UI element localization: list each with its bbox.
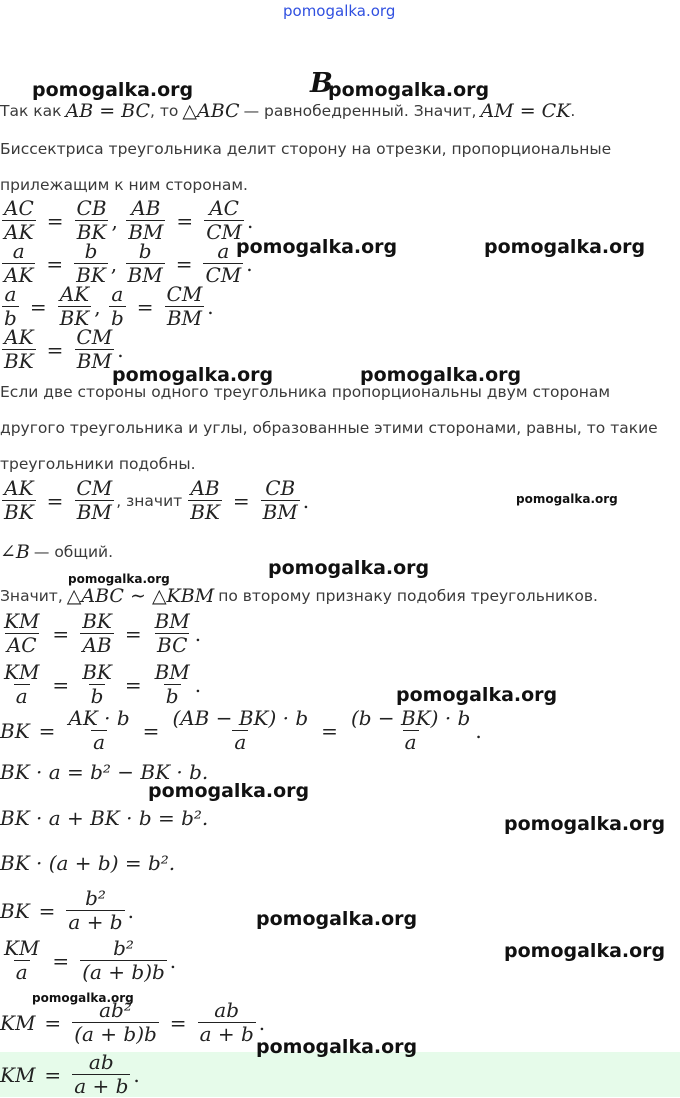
watermark: pomogalka.org bbox=[360, 364, 522, 386]
watermark: pomogalka.org bbox=[504, 813, 666, 835]
answer-equation: KM = $\frac{ab}{a + b}$ . bbox=[0, 1050, 140, 1098]
equation-8: BK = $\frac{AK \cdot b}{a}$ = $\frac{(AB - BK) \cdot b}{a}$ = $\frac{(b - BK) \cdot b}{a}$ . bbox=[0, 706, 482, 754]
watermark: pomogalka.org bbox=[236, 236, 398, 258]
figure-label: B bbox=[310, 68, 333, 99]
watermark: pomogalka.org bbox=[268, 557, 430, 579]
equation-7: $\frac{KM}{a}$ = $\frac{BK}{b}$ = $\frac{BM}{b}$ . bbox=[4, 660, 202, 708]
watermark: pomogalka.org bbox=[32, 991, 134, 1005]
text-bisector-1: Биссектриса треугольника делит сторону на отрезки, пропорциональные bbox=[0, 140, 612, 158]
equation-14: KM = $\frac{\text{ab²}}{(a + b)b}$ = $\frac{ab}{a + b}$ . bbox=[0, 998, 266, 1046]
equation-1: $\frac{AC}{AK}$ = $\frac{CB}{BK}$ , $\frac{AB}{BM}$ = $\frac{AC}{CM}$ . bbox=[4, 196, 254, 244]
watermark: pomogalka.org bbox=[148, 780, 310, 802]
watermark: pomogalka.org bbox=[256, 1036, 418, 1058]
text-similarity-2: другого треугольника и углы, образованные этими сторонами, равны, то такие bbox=[0, 419, 658, 437]
site-link[interactable]: pomogalka.org bbox=[283, 2, 396, 20]
statement-isosceles: Так как AB = BC , то △ABC — равнобедренный. Значит, AM = CK . bbox=[0, 100, 576, 122]
equation-4: $\frac{AK}{BK}$ = $\frac{CM}{BM}$ . bbox=[4, 325, 124, 373]
equation-5: $\frac{AK}{BK}$ = $\frac{CM}{BM}$ , значит $\frac{AB}{BK}$ = $\frac{CB}{BM}$ . bbox=[4, 476, 310, 524]
equation-12: BK = $\frac{\text{b²}}{a + b}$ . bbox=[0, 886, 134, 934]
watermark: pomogalka.org bbox=[256, 908, 418, 930]
watermark: pomogalka.org bbox=[112, 364, 274, 386]
watermark: pomogalka.org bbox=[504, 940, 666, 962]
watermark: pomogalka.org bbox=[328, 79, 490, 101]
text-similarity-3: треугольники подобны. bbox=[0, 455, 196, 473]
equation-11: BK · (a + b) = b². bbox=[0, 851, 176, 875]
watermark: pomogalka.org bbox=[516, 492, 618, 506]
equation-2: $\frac{a}{AK}$ = $\frac{b}{BK}$ , $\frac{b}{BM}$ = $\frac{a}{CM}$ . bbox=[4, 239, 253, 287]
watermark: pomogalka.org bbox=[484, 236, 646, 258]
equation-6: $\frac{KM}{AC}$ = $\frac{BK}{AB}$ = $\frac{BM}{BC}$ . bbox=[4, 609, 202, 657]
equation-13: $\frac{KM}{a}$ = $\frac{\text{b²}}{(a + b)b}$ . bbox=[4, 936, 177, 984]
equation-10: BK · a + BK · b = b². bbox=[0, 806, 209, 830]
watermark: pomogalka.org bbox=[32, 79, 194, 101]
watermark: pomogalka.org bbox=[396, 684, 558, 706]
statement-common-angle: ∠B — общий. bbox=[0, 541, 114, 563]
text-bisector-2: прилежащим к ним сторонам. bbox=[0, 176, 248, 194]
equation-3: $\frac{a}{b}$ = $\frac{AK}{BK}$ , $\frac{a}{b}$ = $\frac{CM}{BM}$ . bbox=[4, 282, 214, 330]
equation-9: BK · a = b² − BK · b. bbox=[0, 760, 209, 784]
statement-similarity: Значит, △ABC ∼ △KBM по второму признаку подобия треугольников. bbox=[0, 585, 598, 607]
text-similarity-1: Если две стороны одного треугольника пропорциональны двум сторонам bbox=[0, 383, 611, 401]
watermark: pomogalka.org bbox=[68, 572, 170, 586]
